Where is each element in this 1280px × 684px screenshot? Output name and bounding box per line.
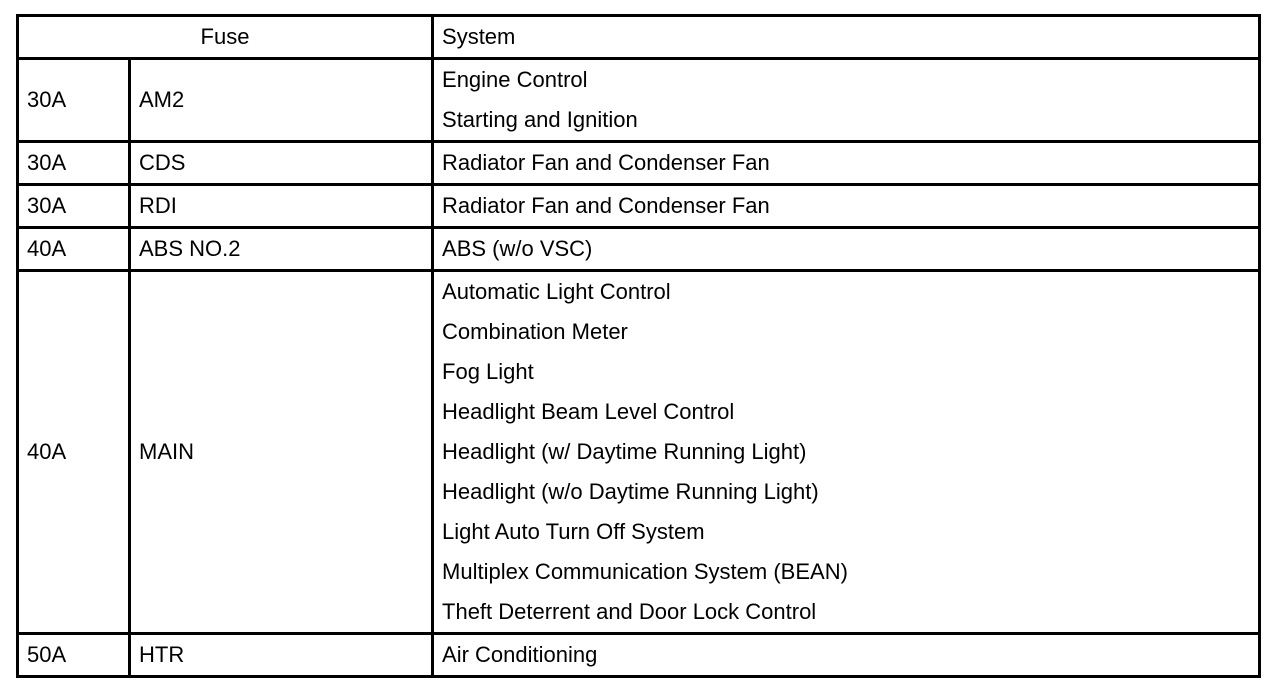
system-item: Multiplex Communication System (BEAN) (442, 559, 848, 584)
system-item: Radiator Fan and Condenser Fan (442, 193, 770, 218)
system-item: Combination Meter (442, 319, 628, 344)
fuse-name: ABS NO.2 (130, 228, 433, 271)
table-row (18, 59, 1260, 142)
system-item: ABS (w/o VSC) (442, 236, 593, 261)
fuse-amperage: 30A (18, 142, 130, 185)
fuse-amperage: 40A (18, 228, 130, 271)
fuse-name: HTR (130, 634, 433, 677)
table-row (18, 142, 1260, 185)
system-item: Theft Deterrent and Door Lock Control (442, 599, 817, 624)
fuse-amperage: 50A (18, 634, 130, 677)
system-item: Engine Control (442, 67, 588, 92)
fuse-table-body (18, 59, 1260, 677)
fuse-amperage: 30A (18, 185, 130, 228)
system-item: Headlight (w/ Daytime Running Light) (442, 439, 807, 464)
system-item: Headlight Beam Level Control (442, 399, 735, 424)
table-row (18, 271, 1260, 634)
fuse-header: Fuse (18, 16, 433, 59)
fuse-table-container (16, 14, 1258, 678)
table-row (18, 228, 1260, 271)
table-row (18, 634, 1260, 677)
fuse-systems (433, 271, 1260, 634)
system-item: Fog Light (442, 359, 534, 384)
fuse-name: RDI (130, 185, 433, 228)
system-item: Air Conditioning (442, 642, 598, 667)
system-item: Radiator Fan and Condenser Fan (442, 150, 770, 175)
fuse-name: AM2 (130, 59, 433, 142)
fuse-systems (433, 634, 1260, 677)
fuse-systems (433, 59, 1260, 142)
fuse-amperage: 30A (18, 59, 130, 142)
fuse-name: MAIN (130, 271, 433, 634)
fuse-amperage: 40A (18, 271, 130, 634)
fuse-systems (433, 228, 1260, 271)
header-row (18, 16, 1260, 59)
table-row (18, 185, 1260, 228)
fuse-table (16, 14, 1261, 678)
system-item: Headlight (w/o Daytime Running Light) (442, 479, 819, 504)
fuse-systems (433, 185, 1260, 228)
system-item: Starting and Ignition (442, 107, 638, 132)
system-item: Light Auto Turn Off System (442, 519, 705, 544)
fuse-systems (433, 142, 1260, 185)
system-header: System (433, 16, 1260, 59)
system-item: Automatic Light Control (442, 279, 671, 304)
fuse-name: CDS (130, 142, 433, 185)
